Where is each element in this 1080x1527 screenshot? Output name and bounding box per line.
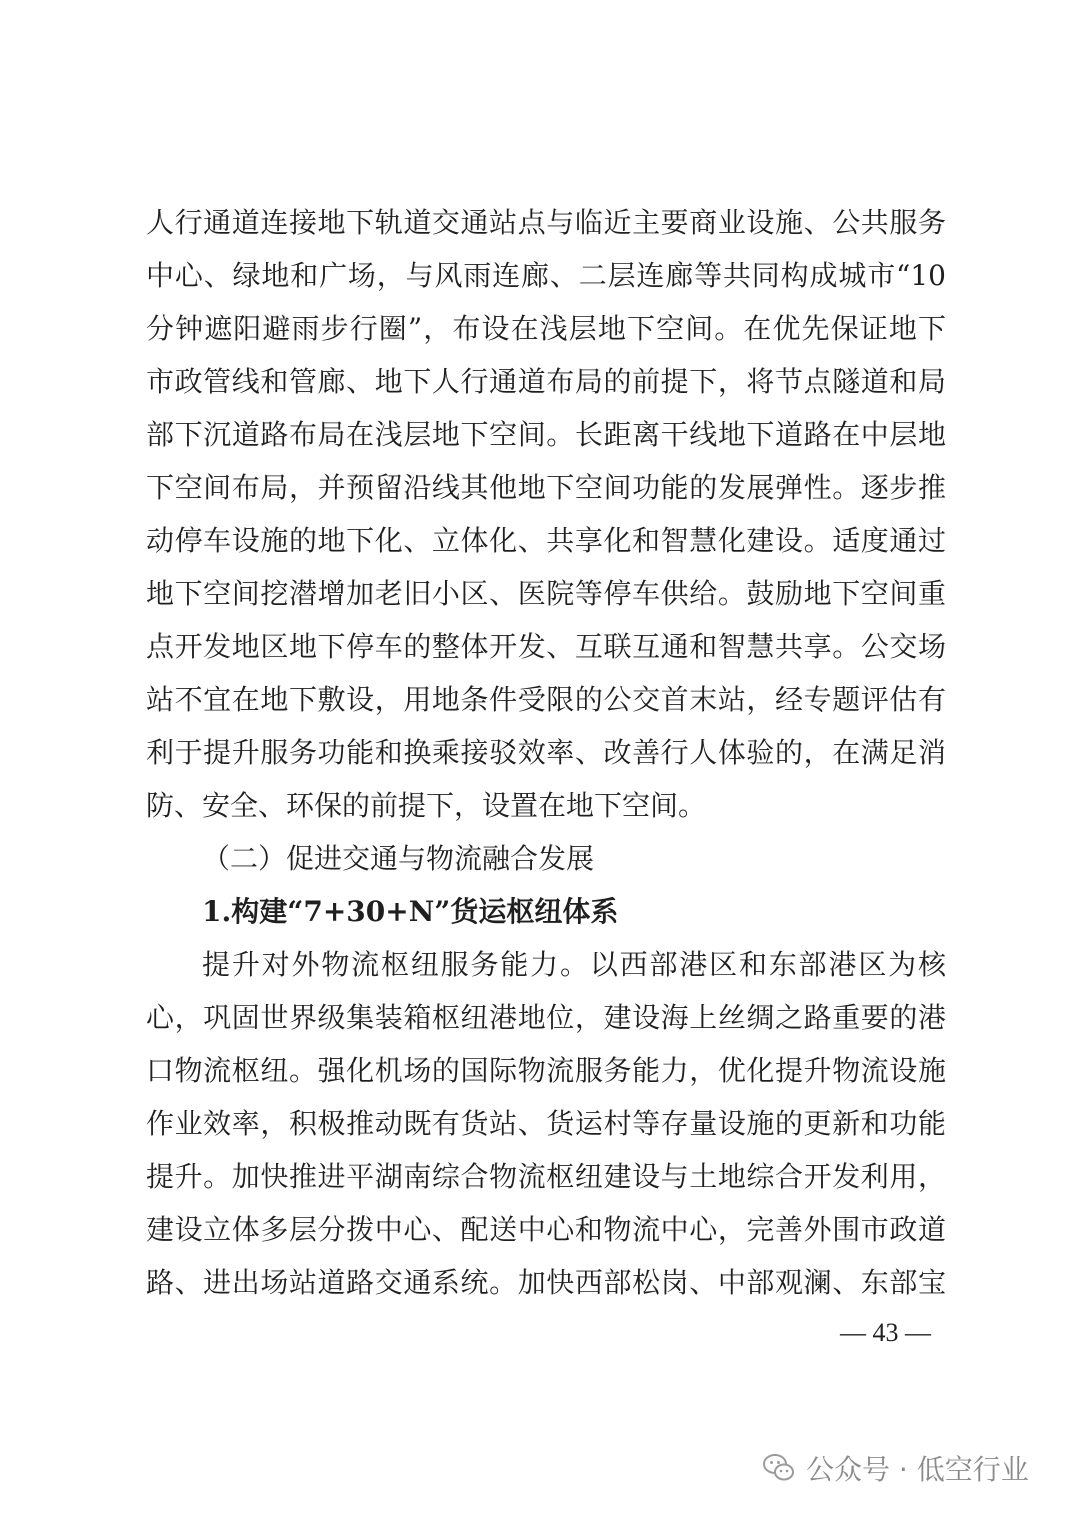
text-line: 站不宜在地下敷设，用地条件受限的公交首末站，经专题评估有 [146,683,946,716]
paragraph-2 [146,938,946,1309]
text-line: 路、进出场站道路交通系统。加快西部松岗、中部观澜、东部宝 [146,1266,946,1299]
watermark-text: 公众号 · 低空行业 [806,1453,1029,1486]
text-line: 防、安全、环保的前提下，设置在地下空间。 [146,789,707,822]
text-line: 提升对外物流枢纽服务能力。以西部港区和东部港区为核 [202,948,946,981]
text-line: 下空间布局，并预留沿线其他地下空间功能的发展弹性。逐步推 [146,471,946,504]
text-line: 提升。加快推进平湖南综合物流枢纽建设与土地综合开发利用， [146,1160,946,1193]
wechat-icon [762,1451,796,1485]
section-heading: （二）促进交通与物流融合发展 [202,842,595,875]
text-line: 地下空间挖潜增加老旧小区、医院等停车供给。鼓励地下空间重 [146,577,946,610]
text-line: 作业效率，积极推动既有货站、货运村等存量设施的更新和功能 [146,1107,946,1140]
text-line: 建设立体多层分拨中心、配送中心和物流中心，完善外围市政道 [146,1213,946,1246]
text-line: 中心、绿地和广场，与风雨连廊、二层连廊等共同构成城市“10 [146,259,946,292]
text-line: 心，巩固世界级集装箱枢纽港地位，建设海上丝绸之路重要的港 [146,1001,946,1034]
text-line: 市政管线和管廊、地下人行通道布局的前提下，将节点隧道和局 [146,365,946,398]
paragraph-1 [146,196,946,832]
document-body [146,196,946,1309]
text-line: 人行通道连接地下轨道交通站点与临近主要商业设施、公共服务 [146,206,946,239]
text-line: 利于提升服务功能和换乘接驳效率、改善行人体验的，在满足消 [146,736,946,769]
text-line: 点开发地区地下停车的整体开发、互联互通和智慧共享。公交场 [146,630,946,663]
text-line: 口物流枢纽。强化机场的国际物流服务能力，优化提升物流设施 [146,1054,946,1087]
text-line: 动停车设施的地下化、立体化、共享化和智慧化建设。适度通过 [146,524,946,557]
page-number: — 43 — [840,1318,931,1347]
subsection-heading: 1.构建“7+30+N”货运枢纽体系 [202,895,619,928]
watermark [762,1448,1029,1488]
text-line: 分钟遮阳避雨步行圈”，布设在浅层地下空间。在优先保证地下 [146,312,946,345]
text-line: 部下沉道路布局在浅层地下空间。长距离干线地下道路在中层地 [146,418,946,451]
